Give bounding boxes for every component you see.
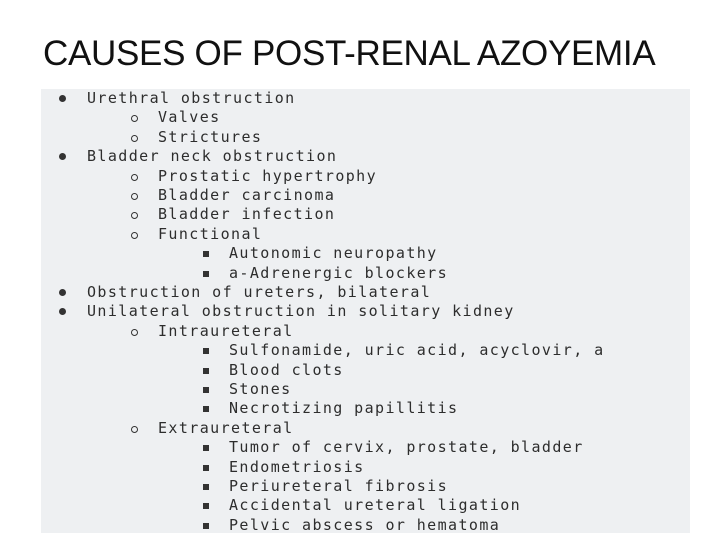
list-item-text: Blood clots [229, 360, 344, 379]
bullet-square-icon [203, 348, 209, 354]
list-item [41, 458, 690, 477]
bullet-square-icon [203, 523, 209, 529]
bullet-circle-icon [131, 426, 138, 433]
bullet-square-icon [203, 406, 209, 412]
list-item-text: Valves [158, 108, 221, 127]
bullet-square-icon [203, 445, 209, 451]
list-item-text: Prostatic hypertrophy [158, 166, 378, 185]
bullet-square-icon [203, 503, 209, 509]
list-item-text: Bladder carcinoma [158, 186, 336, 204]
list-item-text: Bladder neck obstruction [87, 147, 338, 166]
list-item [41, 283, 690, 302]
list-item-text: Strictures [158, 127, 263, 146]
list-item [41, 225, 690, 244]
list-item-text: Unilateral obstruction in solitary kidney [87, 302, 515, 321]
bullet-square-icon [203, 484, 209, 490]
bullet-disc-icon [59, 308, 66, 315]
bullet-square-icon [203, 387, 209, 393]
list-item-text: Functional [158, 224, 263, 243]
list-item [41, 167, 690, 186]
list-item [41, 244, 690, 263]
list-item [41, 341, 690, 360]
bullet-circle-icon [131, 212, 138, 219]
list-item-text: a-Adrenergic blockers [229, 263, 449, 282]
list-item [41, 264, 690, 283]
list-item-text: Obstruction of ureters, bilateral [87, 283, 432, 301]
bullet-circle-icon [131, 329, 138, 336]
bullet-disc-icon [59, 289, 66, 296]
list-item [41, 399, 690, 418]
bullet-circle-icon [131, 135, 138, 142]
list-item [41, 438, 690, 457]
list-item [41, 205, 690, 224]
list-item [41, 496, 690, 515]
list-item [41, 302, 690, 321]
list-item-text: Stones [229, 380, 292, 398]
bullet-circle-icon [131, 174, 138, 181]
list-item-text: Sulfonamide, uric acid, acyclovir, a [229, 341, 605, 360]
list-item-text: Autonomic neuropathy [229, 244, 438, 263]
list-item-text: Endometriosis [229, 457, 365, 476]
bullet-circle-icon [131, 232, 138, 239]
list-item-text: Accidental ureteral ligation [229, 496, 522, 515]
slide-title: CAUSES OF POST-RENAL AZOYEMIA [43, 34, 656, 73]
list-item [41, 477, 690, 496]
bullet-disc-icon [59, 95, 66, 102]
bullet-square-icon [203, 465, 209, 471]
list-item-text: Urethral obstruction [87, 89, 296, 107]
list-item-text: Pelvic abscess or hematoma [229, 515, 501, 533]
bullet-square-icon [203, 368, 209, 374]
bullet-circle-icon [131, 193, 138, 200]
list-item [41, 361, 690, 380]
list-item-text: Extraureteral [158, 418, 294, 437]
list-item-text: Periureteral fibrosis [229, 477, 449, 495]
list-item [41, 419, 690, 438]
bullet-circle-icon [131, 115, 138, 122]
list-item [41, 108, 690, 127]
list-item [41, 147, 690, 166]
list-item-text: Intraureteral [158, 321, 294, 340]
list-item [41, 380, 690, 399]
list-item [41, 322, 690, 341]
list-item-text: Bladder infection [158, 205, 336, 224]
list-item [41, 89, 690, 108]
list-item [41, 128, 690, 147]
bullet-square-icon [203, 271, 209, 277]
list-item-text: Tumor of cervix, prostate, bladder [229, 438, 584, 457]
bullet-disc-icon [59, 153, 66, 160]
list-item [41, 186, 690, 205]
outline-list-image [41, 89, 690, 533]
bullet-square-icon [203, 251, 209, 257]
list-item-text: Necrotizing papillitis [229, 399, 459, 418]
list-item [41, 516, 690, 533]
